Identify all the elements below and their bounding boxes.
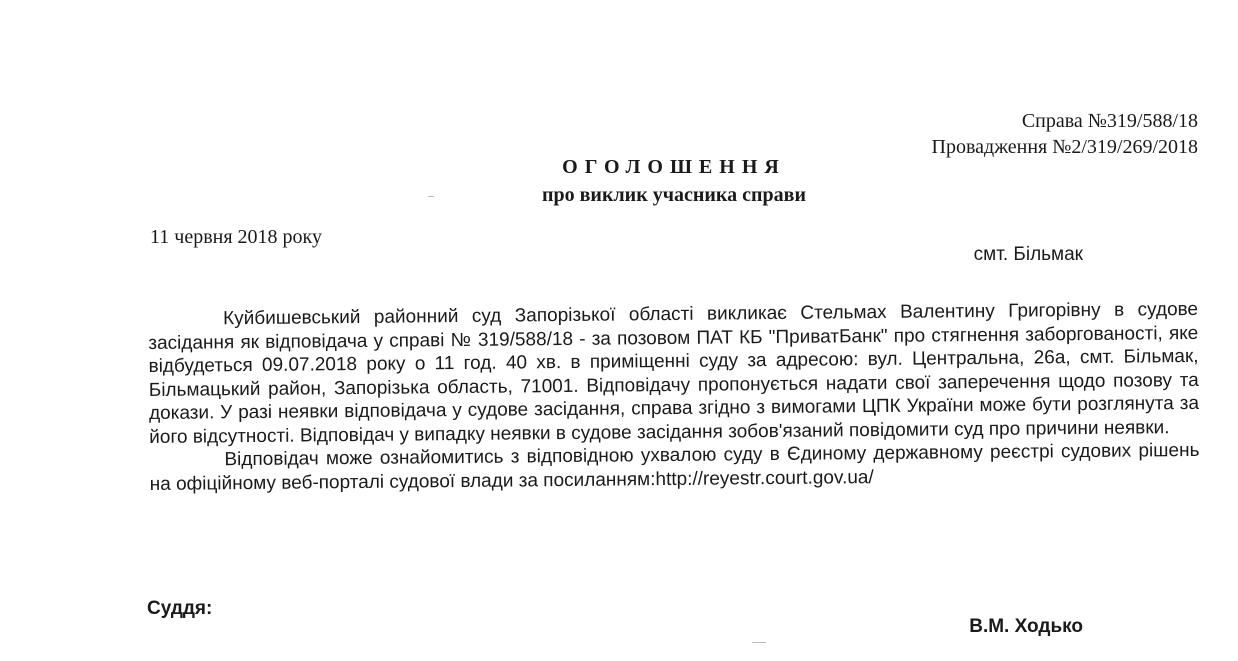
- document-date: 11 червня 2018 року: [150, 226, 322, 248]
- judge-label: Суддя:: [147, 598, 213, 619]
- document-subtitle: про виклик учасника справи: [541, 184, 807, 206]
- body-paragraph-summons: Куйбишевський районний суд Запорізької області викликає Стельмах Валентину Григорівну в судове засідання як відповідача у справі № 319/588/18 - за позовом ПАТ КБ "ПриватБанк" про стягнення заборгованості, яке відбудеться 09.07.2018 року о 11 год. 40 хв. в приміщенні суду за адресою: вул. Центральна, 26а, смт. Більмак, Більмацький район, Запорізька область, 71001. Відповідачу пропонується надати свої заперечення щодо позову та докази. У разі неявки відповідача у судове засідання, справа згідно з вимогами ЦПК України може бути розглянута за його відсутності. Відповідач у випадку неявки в судове засідання зобов'язаний повідомити суд про причини неявки.: [148, 298, 1200, 448]
- judge-name: В.М. Ходько: [969, 616, 1083, 637]
- case-number: Справа №319/588/18: [1021, 110, 1198, 132]
- announcement-body: [148, 298, 1200, 496]
- document-place: смт. Більмак: [973, 244, 1083, 265]
- scan-artifact: [752, 642, 766, 643]
- scan-artifact: [428, 196, 434, 197]
- body-paragraph-registry: Відповідач може ознайомитись з відповідною ухвалою суду в Єдиному державному реєстрі судових рішень на офіційному веб-порталі судової влади за посиланням:http://reyestr.court.gov.ua/: [149, 439, 1200, 495]
- document-title: ОГОЛОШЕННЯ: [562, 156, 786, 178]
- proceeding-number: Провадження №2/319/269/2018: [931, 136, 1198, 158]
